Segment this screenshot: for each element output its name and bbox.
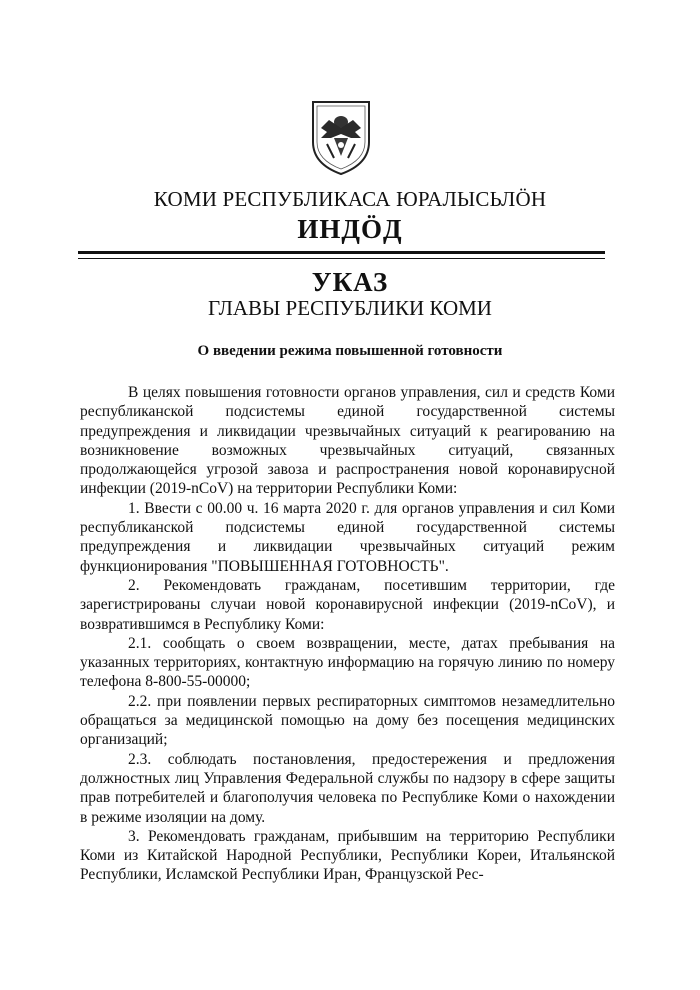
coat-of-arms-icon [307,98,375,176]
header-thick-rule [78,251,605,254]
clause-2-2: 2.2. при появлении первых респираторных симптомов незамедлительно обращаться за медицинской помощью на дому без посещения медицинских организаций; [80,692,615,749]
header-indod: ИНДӦД [297,214,403,244]
document-body [80,383,615,885]
clause-1: 1. Ввести с 00.00 ч. 16 марта 2020 г. для органов управления и сил Коми республиканской подсистемы единой государственной системы предупреждения и ликвидации чрезвычайных ситуаций режим функционирования "ПОВЫШЕННАЯ ГОТОВНОСТЬ". [80,499,615,575]
header-thin-rule [78,258,605,259]
issuer-title: ГЛАВЫ РЕСПУБЛИКИ КОМИ [208,296,492,320]
document-type-title: УКАЗ [311,267,389,297]
header-republic-komi-language: КОМИ РЕСПУБЛИКАСА ЮРАЛЫСЬЛӦН [153,187,547,211]
clause-2-3: 2.3. соблюдать постановления, предостережения и предложения должностных лиц Управления Федеральной службы по надзору в сфере защиты прав потребителей и благополучия человека по Республике Коми о нахождении в режиме изоляции на дому. [80,750,615,826]
clause-2-1: 2.1. сообщать о своем возвращении, месте, датах пребывания на указанных территориях, контактную информацию на горячую линию по номеру телефона 8-800-55-00000; [80,634,615,691]
clause-3: 3. Рекомендовать гражданам, прибывшим на территорию Республики Коми из Китайской Народной Республики, Республики Кореи, Итальянской Республики, Исламской Республики Иран, Французской Рес- [80,827,615,884]
document-subject: О введении режима повышенной готовности [197,343,503,359]
preamble-paragraph: В целях повышения готовности органов управления, сил и средств Коми республиканской подсистемы единой государственной системы предупреждения и ликвидации чрезвычайных ситуаций к реагированию на возникновение возможных чрезвычайных ситуаций, связанных продолжающейся угрозой завоза и распространения новой коронавирусной инфекции (2019-nCoV) на территории Республики Коми: [80,384,615,498]
clause-2: 2. Рекомендовать гражданам, посетившим территории, где зарегистрированы случаи новой коронавирусной инфекции (2019-nCoV), и возвратившимся в Республику Коми: [80,576,615,633]
